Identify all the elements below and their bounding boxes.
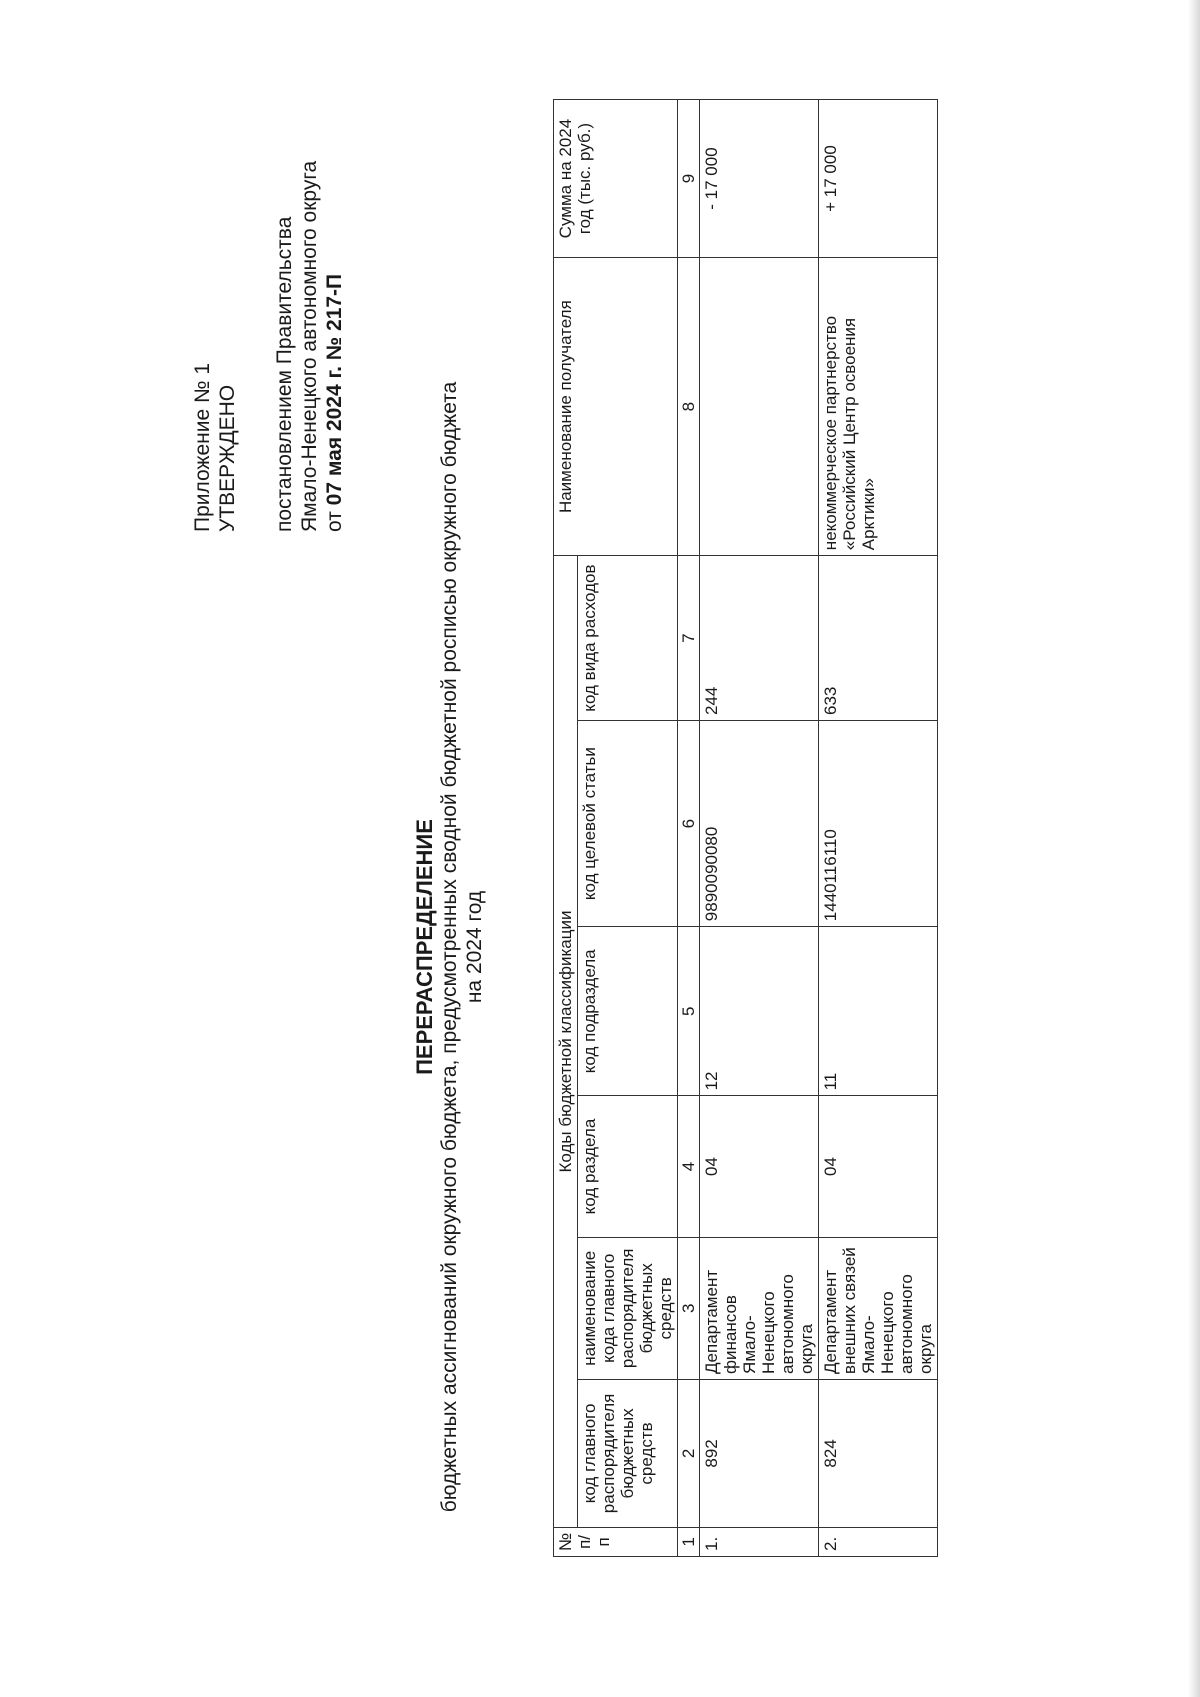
header-recipient: Наименование получателя xyxy=(554,258,678,556)
resolution-line-2: Ямало-Ненецкого автономного округа xyxy=(298,160,321,532)
row-subsection: 12 xyxy=(700,927,819,1096)
row-recipient xyxy=(700,258,819,556)
date-number: 07 мая 2024 г. № 217-П xyxy=(323,273,346,506)
header-section-code: код раздела xyxy=(578,1096,678,1237)
row-target: 1440116110 xyxy=(819,721,938,927)
row-num: 2. xyxy=(819,1527,938,1556)
column-number: 3 xyxy=(678,1237,700,1379)
column-number: 5 xyxy=(678,927,700,1096)
row-manager-name: Департамент внешних связей Ямало-Ненецкого автономного округа xyxy=(819,1237,938,1379)
page-edge-shadow xyxy=(1188,0,1200,1697)
table-row xyxy=(700,100,819,1557)
header-target-code: код целевой статьи xyxy=(578,721,678,927)
header-row-1 xyxy=(554,100,578,1557)
approval-block xyxy=(190,52,347,532)
header-amount: Сумма на 2024 год (тыс. руб.) xyxy=(554,100,678,258)
resolution-date xyxy=(322,52,347,532)
date-prefix: от xyxy=(323,511,346,532)
row-expense: 633 xyxy=(819,556,938,721)
resolution-line-1: постановлением Правительства xyxy=(273,216,296,532)
column-number: 4 xyxy=(678,1096,700,1237)
header-num: № п/п xyxy=(554,1527,678,1556)
row-expense: 244 xyxy=(700,556,819,721)
title-main: ПЕРЕРАСПРЕДЕЛЕНИЕ xyxy=(412,819,437,1075)
column-number-row xyxy=(678,100,700,1557)
header-expense-type-code: код вида расходов xyxy=(578,556,678,721)
row-amount: + 17 000 xyxy=(819,100,938,258)
title-line-3: на 2024 год xyxy=(463,890,486,1004)
header-main-manager-name: наименование кода главного распорядителя бюджетных средств xyxy=(578,1237,678,1379)
column-number: 7 xyxy=(678,556,700,721)
approved-label: УТВЕРЖДЕНО xyxy=(216,384,239,532)
column-number: 8 xyxy=(678,258,700,556)
row-manager-code: 824 xyxy=(819,1379,938,1527)
document-title xyxy=(412,347,487,1547)
table-row xyxy=(819,100,938,1557)
redistribution-table xyxy=(553,99,938,1557)
row-recipient: некоммерческое партнерство «Российский Центр освоения Арктики» xyxy=(819,258,938,556)
row-amount: - 17 000 xyxy=(700,100,819,258)
column-number: 6 xyxy=(678,721,700,927)
header-subsection-code: код подраздела xyxy=(578,927,678,1096)
row-manager-code: 892 xyxy=(700,1379,819,1527)
header-main-manager-code: код главного распорядителя бюджетных средств xyxy=(578,1379,678,1527)
title-line-2: бюджетных ассигнований окружного бюджета, предусмотренных сводной бюджетной росписью окружного бюджета xyxy=(438,381,461,1513)
row-target: 9890090080 xyxy=(700,721,819,927)
column-number: 2 xyxy=(678,1379,700,1527)
appendix-label: Приложение № 1 xyxy=(191,362,214,532)
row-subsection: 11 xyxy=(819,927,938,1096)
row-section: 04 xyxy=(700,1096,819,1237)
row-manager-name: Департамент финансов Ямало-Ненецкого автономного округа xyxy=(700,1237,819,1379)
row-section: 04 xyxy=(819,1096,938,1237)
column-number: 1 xyxy=(678,1527,700,1556)
header-group-codes: Коды бюджетной классификации xyxy=(554,556,578,1528)
column-number: 9 xyxy=(678,100,700,258)
row-num: 1. xyxy=(700,1527,819,1556)
